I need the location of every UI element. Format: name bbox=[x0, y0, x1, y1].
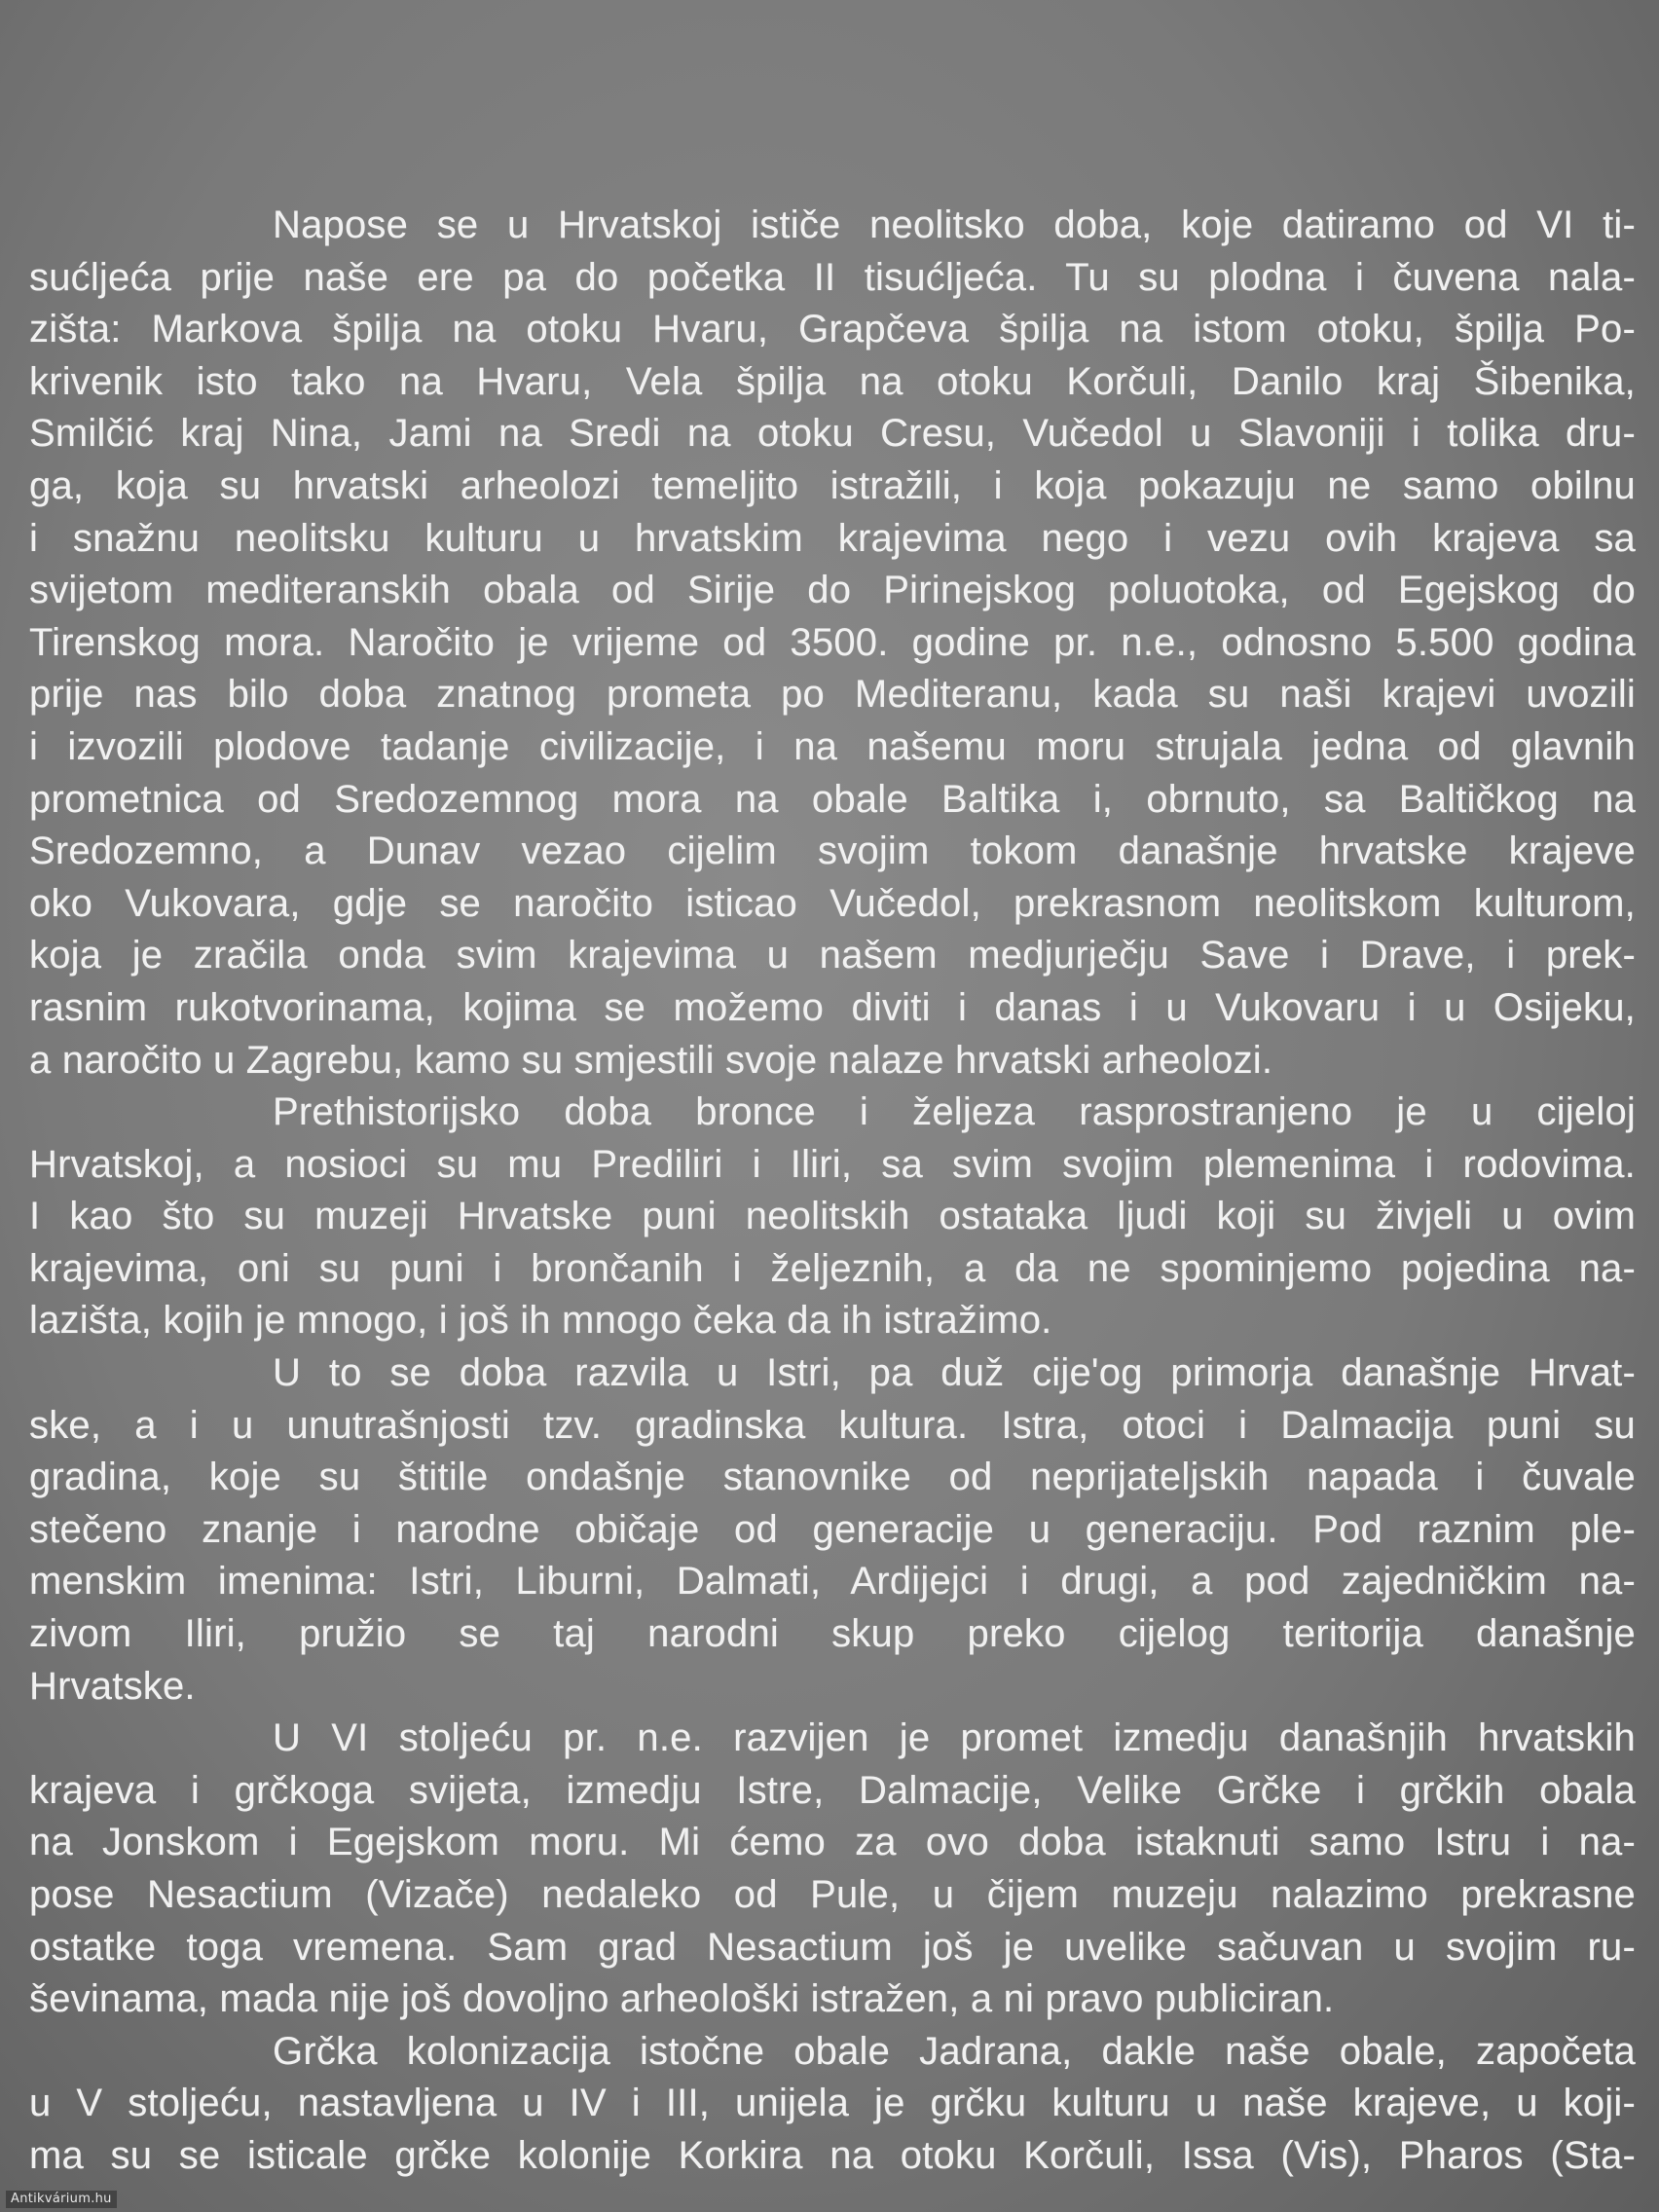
text-line: na Jonskom i Egejskom moru. Mi ćemo za ovo doba istaknuti samo Istru i na- bbox=[29, 1821, 1636, 1864]
text-line: pose Nesactium (Vizače) nedaleko od Pule, u čijem muzeju nalazimo prekrasne bbox=[29, 1873, 1636, 1916]
text-line: ostatke toga vremena. Sam grad Nesactium još je uvelike sačuvan u svojim ru- bbox=[29, 1925, 1636, 1969]
watermark-label: Antikvárium.hu bbox=[6, 2191, 117, 2208]
text-line: i snažnu neolitsku kulturu u hrvatskim krajevima nego i vezu ovih krajeva sa bbox=[29, 516, 1636, 560]
text-line: Hrvatske. bbox=[29, 1664, 196, 1708]
text-line: I kao što su muzeji Hrvatske puni neolitskih ostataka ljudi koji su živjeli u ovim bbox=[29, 1195, 1636, 1238]
text-line: ševinama, mada nije još dovoljno arheološki istražen, a ni pravo publiciran. bbox=[29, 1977, 1335, 2021]
text-line: stečeno znanje i narodne običaje od generacije u generaciju. Pod raznim ple- bbox=[29, 1507, 1636, 1551]
text-line: U VI stoljeću pr. n.e. razvijen je promet izmedju današnjih hrvatskih bbox=[273, 1716, 1636, 1760]
text-line: u V stoljeću, nastavljena u IV i III, unijela je grčku kulturu u naše krajeve, u koji- bbox=[29, 2082, 1636, 2125]
text-line: Napose se u Hrvatskoj ističe neolitsko doba, koje datiramo od VI ti- bbox=[273, 203, 1636, 246]
text-line: prometnica od Sredozemnog mora na obale Baltika i, obrnuto, sa Baltičkog na bbox=[29, 777, 1636, 821]
text-line: menskim imenima: Istri, Liburni, Dalmati, Ardijejci i drugi, a pod zajedničkim na- bbox=[29, 1560, 1636, 1604]
text-line: svijetom mediteranskih obala od Sirije do Pirinejskog poluotoka, od Egejskog do bbox=[29, 569, 1636, 612]
text-line: ga, koja su hrvatski arheolozi temeljito istražili, i koja pokazuju ne samo obilnu bbox=[29, 463, 1636, 507]
text-line: Sredozemno, a Dunav vezao cijelim svojim tokom današnje hrvatske krajeve bbox=[29, 830, 1636, 873]
body-text bbox=[29, 200, 1636, 2183]
text-line: a naročito u Zagrebu, kamo su smjestili svoje nalaze hrvatski arheolozi. bbox=[29, 1038, 1273, 1082]
text-line: sućljeća prije naše ere pa do početka II tisućljeća. Tu su plodna i čuvena nala- bbox=[29, 255, 1636, 299]
text-line: U to se doba razvila u Istri, pa duž cije'og primorja današnje Hrvat- bbox=[273, 1351, 1636, 1395]
text-line: prije nas bilo doba znatnog prometa po Mediteranu, kada su naši krajevi uvozili bbox=[29, 673, 1636, 717]
text-line: Smilčić kraj Nina, Jami na Sredi na otoku Cresu, Vučedol u Slavoniji i tolika dru- bbox=[29, 412, 1636, 456]
text-line: lazišta, kojih je mnogo, i još ih mnogo čeka da ih istražimo. bbox=[29, 1299, 1052, 1343]
text-line: krajevima, oni su puni i brončanih i željeznih, a da ne spominjemo pojedina na- bbox=[29, 1246, 1636, 1290]
text-line: Hrvatskoj, a nosioci su mu Prediliri i Iliri, sa svim svojim plemenima i rodovima. bbox=[29, 1142, 1636, 1186]
text-line: zivom Iliri, pružio se taj narodni skup preko cijelog teritorija današnje bbox=[29, 1612, 1636, 1656]
text-line: krajeva i grčkoga svijeta, izmedju Istre, Dalmacije, Velike Grčke i grčkih obala bbox=[29, 1768, 1636, 1812]
text-line: rasnim rukotvorinama, kojima se možemo diviti i danas i u Vukovaru i u Osijeku, bbox=[29, 985, 1636, 1029]
text-line: krivenik isto tako na Hvaru, Vela špilja na otoku Korčuli, Danilo kraj Šibenika, bbox=[29, 359, 1636, 403]
text-line: ske, a i u unutrašnjosti tzv. gradinska kultura. Istra, otoci i Dalmacija puni su bbox=[29, 1403, 1636, 1447]
text-line: Grčka kolonizacija istočne obale Jadrana, dakle naše obale, započeta bbox=[273, 2029, 1636, 2073]
text-line: gradina, koje su štitile ondašnje stanovnike od neprijateljskih napada i čuvale bbox=[29, 1456, 1636, 1499]
text-line: Tirenskog mora. Naročito je vrijeme od 3500. godine pr. n.e., odnosno 5.500 godina bbox=[29, 620, 1636, 664]
text-line: koja je zračila onda svim krajevima u našem medjurječju Save i Drave, i prek- bbox=[29, 934, 1636, 977]
text-line: ma su se isticale grčke kolonije Korkira na otoku Korčuli, Issa (Vis), Pharos (Sta- bbox=[29, 2133, 1636, 2177]
text-line: zišta: Markova špilja na otoku Hvaru, Grapčeva špilja na istom otoku, špilja Po- bbox=[29, 308, 1636, 351]
text-line: Prethistorijsko doba bronce i željeza rasprostranjeno je u cijeloj bbox=[273, 1090, 1636, 1134]
text-line: oko Vukovara, gdje se naročito isticao Vučedol, prekrasnom neolitskom kulturom, bbox=[29, 881, 1636, 925]
text-line: i izvozili plodove tadanje civilizacije, i na našemu moru strujala jedna od glavnih bbox=[29, 724, 1636, 768]
